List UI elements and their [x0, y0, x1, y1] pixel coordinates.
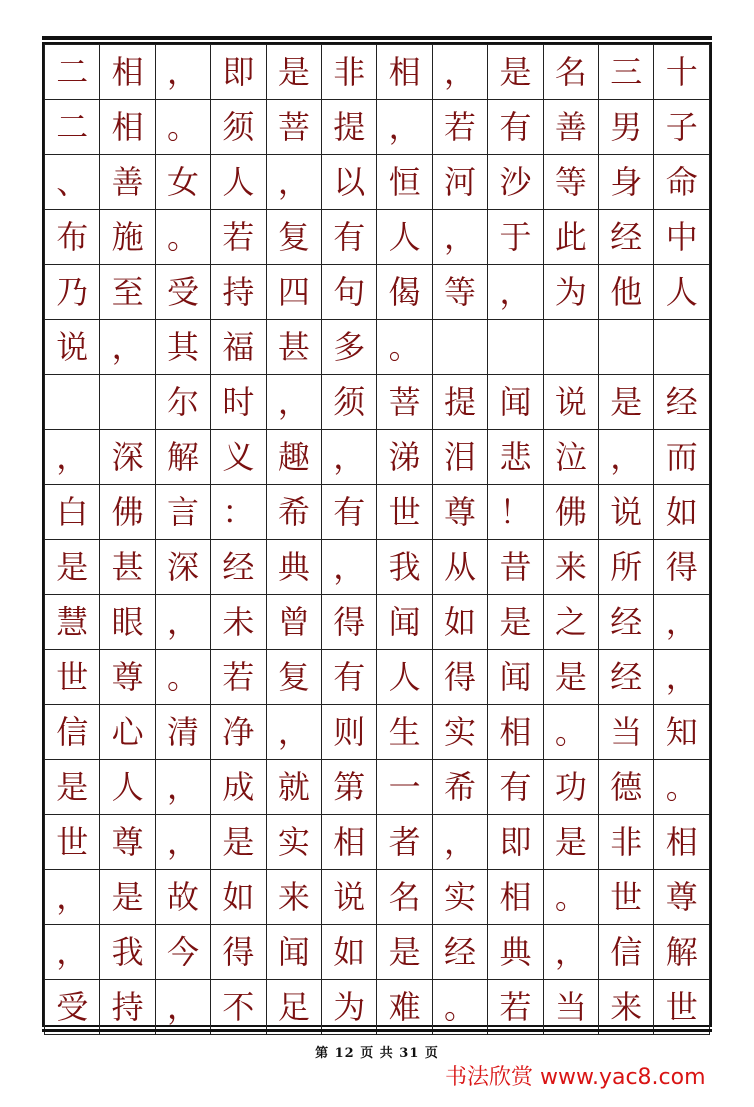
grid-cell: 名	[377, 870, 432, 925]
grid-row	[45, 760, 710, 815]
grid-cell: 白	[45, 485, 100, 540]
grid-cell: 从	[432, 540, 487, 595]
grid-row	[45, 870, 710, 925]
grid-cell: 说	[543, 375, 598, 430]
grid-cell: 四	[266, 265, 321, 320]
grid-cell: 二	[45, 100, 100, 155]
grid-cell: 是	[45, 760, 100, 815]
grid-cell: 说	[45, 320, 100, 375]
grid-cell: 布	[45, 210, 100, 265]
grid-cell: ，	[432, 45, 487, 100]
grid-cell: ，	[432, 210, 487, 265]
grid-cell	[432, 320, 487, 375]
grid-row	[45, 45, 710, 100]
grid-cell: 。	[155, 650, 210, 705]
grid-cell: 复	[266, 210, 321, 265]
grid-cell: 是	[100, 870, 155, 925]
grid-cell: 是	[211, 815, 266, 870]
grid-row	[45, 265, 710, 320]
grid-cell	[488, 320, 543, 375]
grid-cell: 闻	[488, 650, 543, 705]
grid-cell: 功	[543, 760, 598, 815]
grid-cell: 人	[377, 650, 432, 705]
site-watermark: 书法欣赏 www.yac8.com	[445, 1065, 706, 1090]
grid-row	[45, 430, 710, 485]
grid-cell: 等	[543, 155, 598, 210]
grid-cell: 经	[599, 595, 654, 650]
grid-cell: 如	[654, 485, 710, 540]
grid-cell: 。	[543, 705, 598, 760]
grid-cell: 世	[599, 870, 654, 925]
grid-cell: ！	[488, 485, 543, 540]
grid-cell: 乃	[45, 265, 100, 320]
grid-cell: ，	[155, 980, 210, 1035]
grid-cell: 人	[211, 155, 266, 210]
grid-cell: 善	[543, 100, 598, 155]
grid-cell: 者	[377, 815, 432, 870]
grid-cell: 信	[45, 705, 100, 760]
grid-cell: 闻	[488, 375, 543, 430]
grid-cell: 此	[543, 210, 598, 265]
grid-cell: 须	[211, 100, 266, 155]
grid-cell: 当	[543, 980, 598, 1035]
grid-cell: 希	[266, 485, 321, 540]
grid-cell: 偈	[377, 265, 432, 320]
grid-cell: ，	[543, 925, 598, 980]
grid-row	[45, 980, 710, 1035]
grid-cell: 未	[211, 595, 266, 650]
grid-cell: 是	[543, 815, 598, 870]
grid-cell: 复	[266, 650, 321, 705]
bottom-border-rule	[42, 1029, 712, 1032]
grid-cell: 若	[211, 210, 266, 265]
grid-cell: 有	[488, 100, 543, 155]
grid-cell: 相	[100, 100, 155, 155]
grid-cell: 典	[488, 925, 543, 980]
grid-row	[45, 705, 710, 760]
grid-cell: 生	[377, 705, 432, 760]
grid-cell: 男	[599, 100, 654, 155]
grid-cell: ，	[155, 45, 210, 100]
grid-cell: 三	[599, 45, 654, 100]
grid-cell: 经	[211, 540, 266, 595]
grid-cell: 是	[45, 540, 100, 595]
grid-cell: ，	[599, 430, 654, 485]
grid-cell: 持	[211, 265, 266, 320]
grid-cell: 之	[543, 595, 598, 650]
grid-cell: 佛	[543, 485, 598, 540]
grid-cell: 不	[211, 980, 266, 1035]
grid-cell: ，	[654, 595, 710, 650]
grid-cell: 解	[654, 925, 710, 980]
grid-cell: 实	[432, 705, 487, 760]
grid-row	[45, 485, 710, 540]
grid-cell: 等	[432, 265, 487, 320]
top-border-rule	[42, 36, 712, 40]
grid-cell: 经	[599, 650, 654, 705]
grid-cell: ，	[654, 650, 710, 705]
grid-cell: ，	[45, 430, 100, 485]
grid-cell: 足	[266, 980, 321, 1035]
grid-cell: 实	[432, 870, 487, 925]
grid-cell: 、	[45, 155, 100, 210]
grid-cell: 则	[322, 705, 377, 760]
grid-cell: 即	[488, 815, 543, 870]
grid-cell: ，	[45, 925, 100, 980]
grid-cell: 相	[322, 815, 377, 870]
grid-cell: 提	[432, 375, 487, 430]
grid-cell: 世	[45, 650, 100, 705]
grid-cell: 相	[654, 815, 710, 870]
grid-row	[45, 210, 710, 265]
grid-cell: 有	[322, 485, 377, 540]
grid-cell: 十	[654, 45, 710, 100]
grid-cell: 实	[266, 815, 321, 870]
grid-cell: 受	[155, 265, 210, 320]
grid-cell: 相	[488, 705, 543, 760]
grid-cell: 得	[322, 595, 377, 650]
grid-cell: 若	[432, 100, 487, 155]
grid-cell: 至	[100, 265, 155, 320]
grid-cell: 菩	[377, 375, 432, 430]
grid-cell: ：	[211, 485, 266, 540]
grid-cell: 世	[45, 815, 100, 870]
grid-cell: 中	[654, 210, 710, 265]
grid-cell: 施	[100, 210, 155, 265]
grid-cell: 一	[377, 760, 432, 815]
grid-cell: 是	[488, 45, 543, 100]
grid-cell: 有	[322, 210, 377, 265]
grid-cell: 闻	[266, 925, 321, 980]
grid-cell: 其	[155, 320, 210, 375]
grid-cell: 为	[322, 980, 377, 1035]
grid-cell: 来	[266, 870, 321, 925]
grid-cell: 相	[377, 45, 432, 100]
page-number: 第 12 页 共 31 页	[315, 1046, 439, 1061]
grid-cell: 沙	[488, 155, 543, 210]
grid-cell: 言	[155, 485, 210, 540]
grid-cell: ，	[155, 815, 210, 870]
grid-cell: 恒	[377, 155, 432, 210]
grid-cell	[543, 320, 598, 375]
grid-cell: 尊	[100, 815, 155, 870]
grid-row	[45, 815, 710, 870]
grid-cell: 如	[211, 870, 266, 925]
grid-cell: 须	[322, 375, 377, 430]
grid-cell: 以	[322, 155, 377, 210]
grid-cell: 有	[488, 760, 543, 815]
grid-cell	[599, 320, 654, 375]
grid-cell: 他	[599, 265, 654, 320]
grid-cell	[100, 375, 155, 430]
grid-cell: 。	[377, 320, 432, 375]
grid-cell: 得	[211, 925, 266, 980]
grid-cell: 是	[266, 45, 321, 100]
grid-cell: 我	[100, 925, 155, 980]
grid-cell: 闻	[377, 595, 432, 650]
grid-cell: 就	[266, 760, 321, 815]
grid-row	[45, 375, 710, 430]
grid-cell: 为	[543, 265, 598, 320]
grid-cell: ，	[322, 540, 377, 595]
grid-cell: 甚	[100, 540, 155, 595]
grid-cell: 甚	[266, 320, 321, 375]
grid-cell: 而	[654, 430, 710, 485]
grid-cell: 子	[654, 100, 710, 155]
grid-cell: 佛	[100, 485, 155, 540]
grid-cell	[654, 320, 710, 375]
grid-cell: 成	[211, 760, 266, 815]
grid-cell: 世	[377, 485, 432, 540]
grid-row	[45, 540, 710, 595]
grid-cell: 清	[155, 705, 210, 760]
grid-cell: 尊	[100, 650, 155, 705]
grid-cell: 有	[322, 650, 377, 705]
grid-cell: 悲	[488, 430, 543, 485]
grid-cell: 时	[211, 375, 266, 430]
grid-cell: 相	[488, 870, 543, 925]
copybook-grid-sheet	[42, 42, 712, 1027]
grid-cell: 典	[266, 540, 321, 595]
grid-row	[45, 595, 710, 650]
grid-cell: 眼	[100, 595, 155, 650]
grid-cell: 非	[599, 815, 654, 870]
grid-cell: 句	[322, 265, 377, 320]
grid-cell: 人	[654, 265, 710, 320]
grid-cell: 泣	[543, 430, 598, 485]
grid-cell: 得	[432, 650, 487, 705]
grid-cell: 身	[599, 155, 654, 210]
grid-cell: 即	[211, 45, 266, 100]
grid-cell: ，	[322, 430, 377, 485]
grid-cell: 。	[543, 870, 598, 925]
grid-cell: 。	[432, 980, 487, 1035]
grid-cell: ，	[266, 375, 321, 430]
grid-cell: 二	[45, 45, 100, 100]
grid-cell: ，	[377, 100, 432, 155]
grid-cell: 难	[377, 980, 432, 1035]
grid-cell: 人	[100, 760, 155, 815]
grid-cell: ，	[432, 815, 487, 870]
grid-cell	[45, 375, 100, 430]
grid-cell: 说	[599, 485, 654, 540]
grid-cell: 故	[155, 870, 210, 925]
grid-cell: 说	[322, 870, 377, 925]
grid-cell: 曾	[266, 595, 321, 650]
grid-cell: 泪	[432, 430, 487, 485]
grid-cell: 女	[155, 155, 210, 210]
grid-cell: 昔	[488, 540, 543, 595]
grid-cell: 净	[211, 705, 266, 760]
grid-cell: 如	[432, 595, 487, 650]
grid-cell: 所	[599, 540, 654, 595]
grid-cell: 如	[322, 925, 377, 980]
grid-cell: 慧	[45, 595, 100, 650]
grid-cell: 得	[654, 540, 710, 595]
grid-cell: 解	[155, 430, 210, 485]
grid-cell: 命	[654, 155, 710, 210]
grid-cell: 相	[100, 45, 155, 100]
grid-cell: 若	[488, 980, 543, 1035]
grid-cell: 第	[322, 760, 377, 815]
grid-cell: 名	[543, 45, 598, 100]
grid-body	[45, 45, 710, 1035]
grid-cell: ，	[266, 705, 321, 760]
grid-cell: 深	[155, 540, 210, 595]
grid-row	[45, 650, 710, 705]
grid-cell: 。	[155, 210, 210, 265]
grid-cell: 德	[599, 760, 654, 815]
grid-cell: 提	[322, 100, 377, 155]
grid-cell: 多	[322, 320, 377, 375]
grid-cell: 义	[211, 430, 266, 485]
grid-row	[45, 925, 710, 980]
grid-cell: 经	[599, 210, 654, 265]
grid-cell: 尊	[432, 485, 487, 540]
grid-cell: ，	[100, 320, 155, 375]
grid-cell: 若	[211, 650, 266, 705]
grid-cell: 是	[377, 925, 432, 980]
grid-cell: 于	[488, 210, 543, 265]
grid-row	[45, 320, 710, 375]
grid-cell: 深	[100, 430, 155, 485]
grid-row	[45, 100, 710, 155]
grid-cell: 涕	[377, 430, 432, 485]
grid-cell: 尔	[155, 375, 210, 430]
grid-cell: 。	[654, 760, 710, 815]
grid-cell: 经	[654, 375, 710, 430]
grid-cell: 菩	[266, 100, 321, 155]
grid-cell: ，	[488, 265, 543, 320]
grid-cell: 心	[100, 705, 155, 760]
grid-cell: 来	[599, 980, 654, 1035]
grid-cell: 持	[100, 980, 155, 1035]
grid-cell: ，	[155, 760, 210, 815]
grid-cell: 。	[155, 100, 210, 155]
grid-cell: 当	[599, 705, 654, 760]
grid-cell: 经	[432, 925, 487, 980]
grid-cell: 世	[654, 980, 710, 1035]
grid-cell: 今	[155, 925, 210, 980]
grid-cell: ，	[45, 870, 100, 925]
grid-cell: 是	[543, 650, 598, 705]
grid-cell: 福	[211, 320, 266, 375]
grid-cell: 非	[322, 45, 377, 100]
grid-cell: 我	[377, 540, 432, 595]
grid-cell: 善	[100, 155, 155, 210]
grid-cell: ，	[266, 155, 321, 210]
grid-cell: 是	[488, 595, 543, 650]
character-grid	[44, 44, 710, 1035]
grid-cell: ，	[155, 595, 210, 650]
grid-cell: 希	[432, 760, 487, 815]
grid-cell: 是	[599, 375, 654, 430]
grid-cell: 尊	[654, 870, 710, 925]
grid-cell: 趣	[266, 430, 321, 485]
grid-cell: 受	[45, 980, 100, 1035]
grid-row	[45, 155, 710, 210]
grid-cell: 知	[654, 705, 710, 760]
grid-cell: 人	[377, 210, 432, 265]
grid-cell: 河	[432, 155, 487, 210]
grid-cell: 来	[543, 540, 598, 595]
grid-cell: 信	[599, 925, 654, 980]
